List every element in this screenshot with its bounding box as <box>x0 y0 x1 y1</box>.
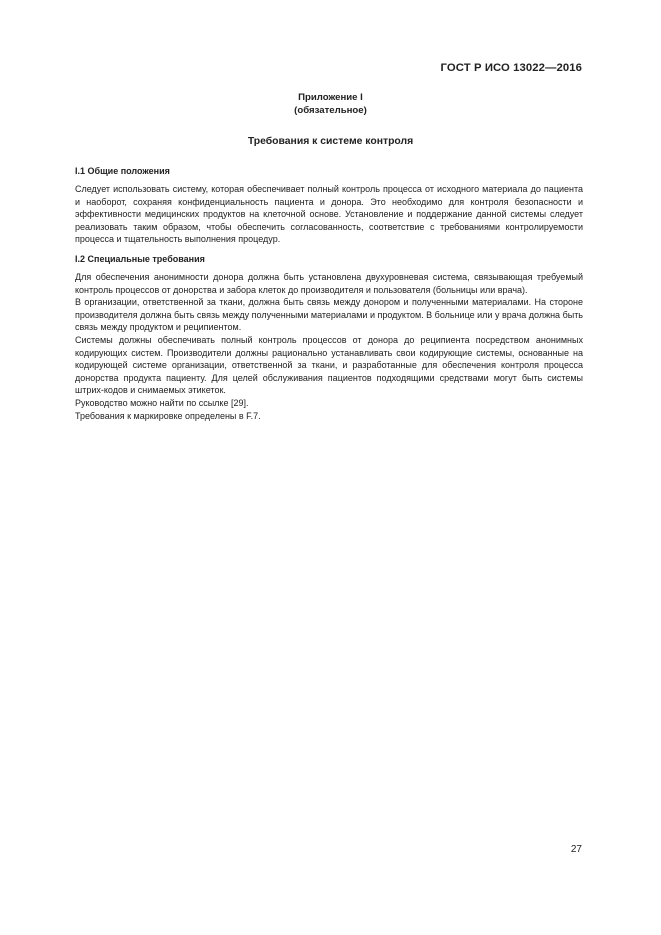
document-body <box>75 166 583 422</box>
section-general <box>75 166 583 246</box>
paragraph: Следует использовать систему, которая обеспечивает полный контроль процесса от исходного материала до пациента и наоборот, сохраняя конфиденциальность пациента и донора. Это необходимо для контроля безопасности и эффективности медицинских продуктов на клеточной основе. Установление и поддержание данной системы следует реализовать таким образом, чтобы обеспечить согласованность, соответствие с требованиями контролируемости процесса и тщательность выполнения процедур. <box>75 184 583 245</box>
section-special <box>75 254 583 422</box>
section-heading: I.2 Специальные требования <box>75 253 205 264</box>
annex-heading: Требования к системе контроля <box>247 136 414 147</box>
paragraph: В организации, ответственной за ткани, должна быть связь между донором и полученными материалами. На стороне производителя должна быть связь между полученными материалами и продуктом. В больнице или у врача должна быть связь между продуктом и реципиентом. <box>75 297 583 333</box>
section-heading: I.1 Общие положения <box>75 166 170 176</box>
page-number: 27 <box>570 844 582 855</box>
paragraph: Системы должны обеспечивать полный контроль процессов от донора до реципиента посредством анонимных кодирующих систем. Производители должны рационально устанавливать свои кодирующие системы, основанные на кодирующей системе организации, ответственной за ткани, и разработанные для обеспечения контроля процесса донорства продукта пациенту. Для целей обслуживания пациентов подходящими средствами могут быть системы штрих-кодов и снимаемых этикеток. <box>75 334 583 396</box>
paragraph: Для обеспечения анонимности донора должна быть установлена двухуровневая система, связывающая требуемый контроль процессов от донорства и забора клеток до производителя и пользователя (больницы или врача). <box>75 271 583 295</box>
annex-title: Приложение I <box>298 92 363 103</box>
annex-status: (обязательное) <box>294 105 367 116</box>
annex-title-block <box>0 91 661 117</box>
paragraph: Требования к маркировке определены в F.7. <box>75 410 261 421</box>
paragraph: Руководство можно найти по ссылке [29]. <box>75 397 249 408</box>
document-code: ГОСТ Р ИСО 13022—2016 <box>440 62 582 74</box>
